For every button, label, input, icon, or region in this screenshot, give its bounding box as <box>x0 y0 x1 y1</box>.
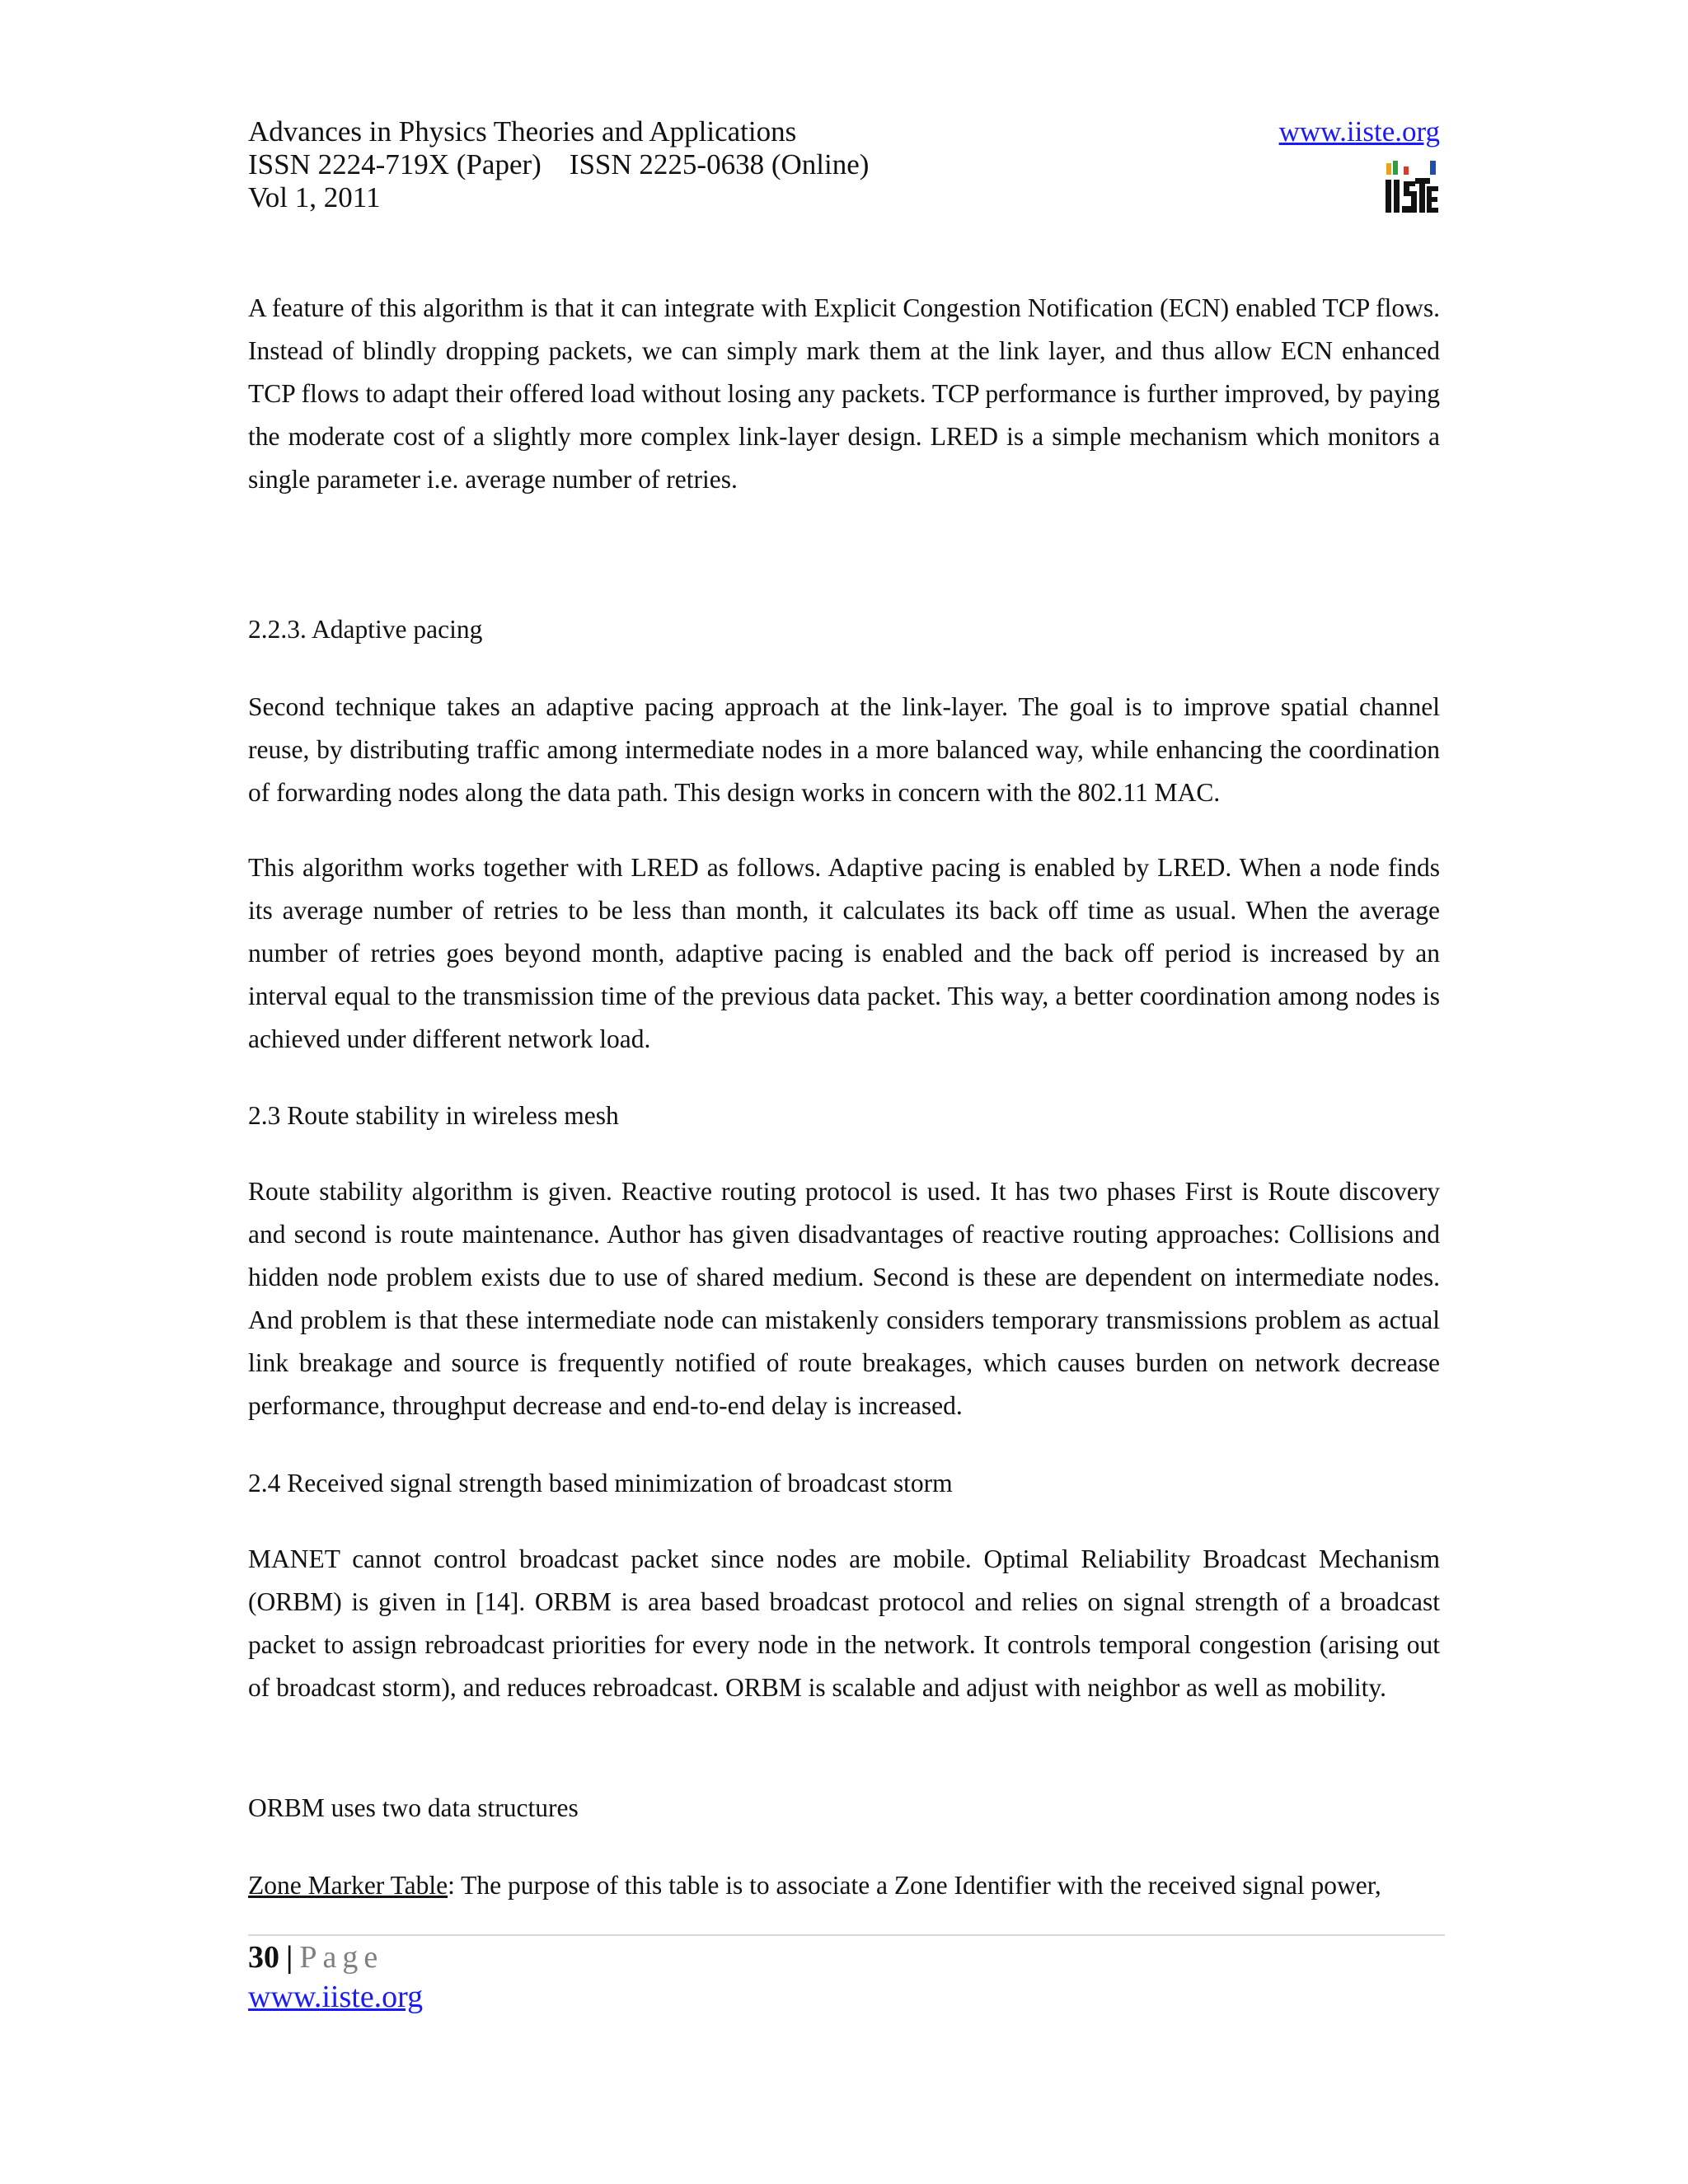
header-url-link[interactable]: www.iiste.org <box>1278 115 1440 148</box>
section-heading-2-4: 2.4 Received signal strength based minimization of broadcast storm <box>248 1469 953 1497</box>
issn-paper: ISSN 2224-719X (Paper) <box>248 148 542 180</box>
paragraph-orbm-structures: ORBM uses two data structures <box>248 1793 579 1822</box>
page-number: 30 <box>248 1940 279 1975</box>
page-word: Page <box>299 1940 384 1975</box>
paragraph-zone-marker-table <box>248 1864 1440 1907</box>
paragraph-adaptive-pacing-2: This algorithm works together with LRED as follows. Adaptive pacing is enabled by LRED. When a node finds its average number of retries to be less than month, it calculates its back off time as usual. When the average number of retries goes beyond month, adaptive pacing is enabled and the back off period is increased by an interval equal to the transmission time of the previous data packet. This way, a better coordination among nodes is achieved under different network load. <box>248 853 1440 1053</box>
footer-divider <box>248 1934 1445 1936</box>
footer-page-number <box>248 1937 383 1978</box>
paragraph-manet: MANET cannot control broadcast packet since nodes are mobile. Optimal Reliability Broadcast Mechanism (ORBM) is given in [14]. ORBM is area based broadcast protocol and relies on signal strength of a broadcast packet to assign rebroadcast priorities for every node in the network. It controls temporal congestion (arising out of broadcast storm), and reduces rebroadcast. ORBM is scalable and adjust with neighbor as well as mobility. <box>248 1544 1440 1702</box>
journal-title: Advances in Physics Theories and Applications <box>248 115 797 148</box>
paragraph-route-stability: Route stability algorithm is given. Reactive routing protocol is used. It has two phases First is Route discovery and second is route maintenance. Author has given disadvantages of reactive routing approaches: Collisions and hidden node problem exists due to use of shared medium. Second is these are dependent on intermediate nodes. And problem is that these intermediate node can mistakenly considers temporary transmissions problem as actual link breakage and source is frequently notified of route breakages, which causes burden on network decrease performance, throughput decrease and end-to-end delay is increased. <box>248 1177 1440 1420</box>
zone-marker-table-term: Zone Marker Table <box>248 1871 448 1900</box>
footer-url-link[interactable]: www.iiste.org <box>248 1980 424 2014</box>
section-heading-2-2-3: 2.2.3. Adaptive pacing <box>248 615 483 644</box>
zone-marker-table-text: : The purpose of this table is to associate a Zone Identifier with the received signal power, <box>448 1871 1381 1900</box>
paragraph-adaptive-pacing-1: Second technique takes an adaptive pacing approach at the link-layer. The goal is to improve spatial channel reuse, by distributing traffic among intermediate nodes in a more balanced way, while enhancing the coordination of forwarding nodes along the data path. This design works in concern with the 802.11 MAC. <box>248 692 1440 807</box>
paragraph-ecn: A feature of this algorithm is that it can integrate with Explicit Congestion Notification (ECN) enabled TCP flows. Instead of blindly dropping packets, we can simply mark them at the link layer, and thus allow ECN enhanced TCP flows to adapt their offered load without losing any packets. TCP performance is further improved, by paying the moderate cost of a slightly more complex link-layer design. LRED is a simple mechanism which monitors a single parameter i.e. average number of retries. <box>248 293 1440 494</box>
volume-info: Vol 1, 2011 <box>248 181 381 213</box>
page-separator: | <box>286 1940 293 1975</box>
section-heading-2-3: 2.3 Route stability in wireless mesh <box>248 1101 619 1130</box>
iiste-logo-icon <box>1384 158 1440 216</box>
page-header <box>248 115 1440 223</box>
issn-online: ISSN 2225-0638 (Online) <box>569 148 870 180</box>
issn-line <box>248 148 1440 181</box>
